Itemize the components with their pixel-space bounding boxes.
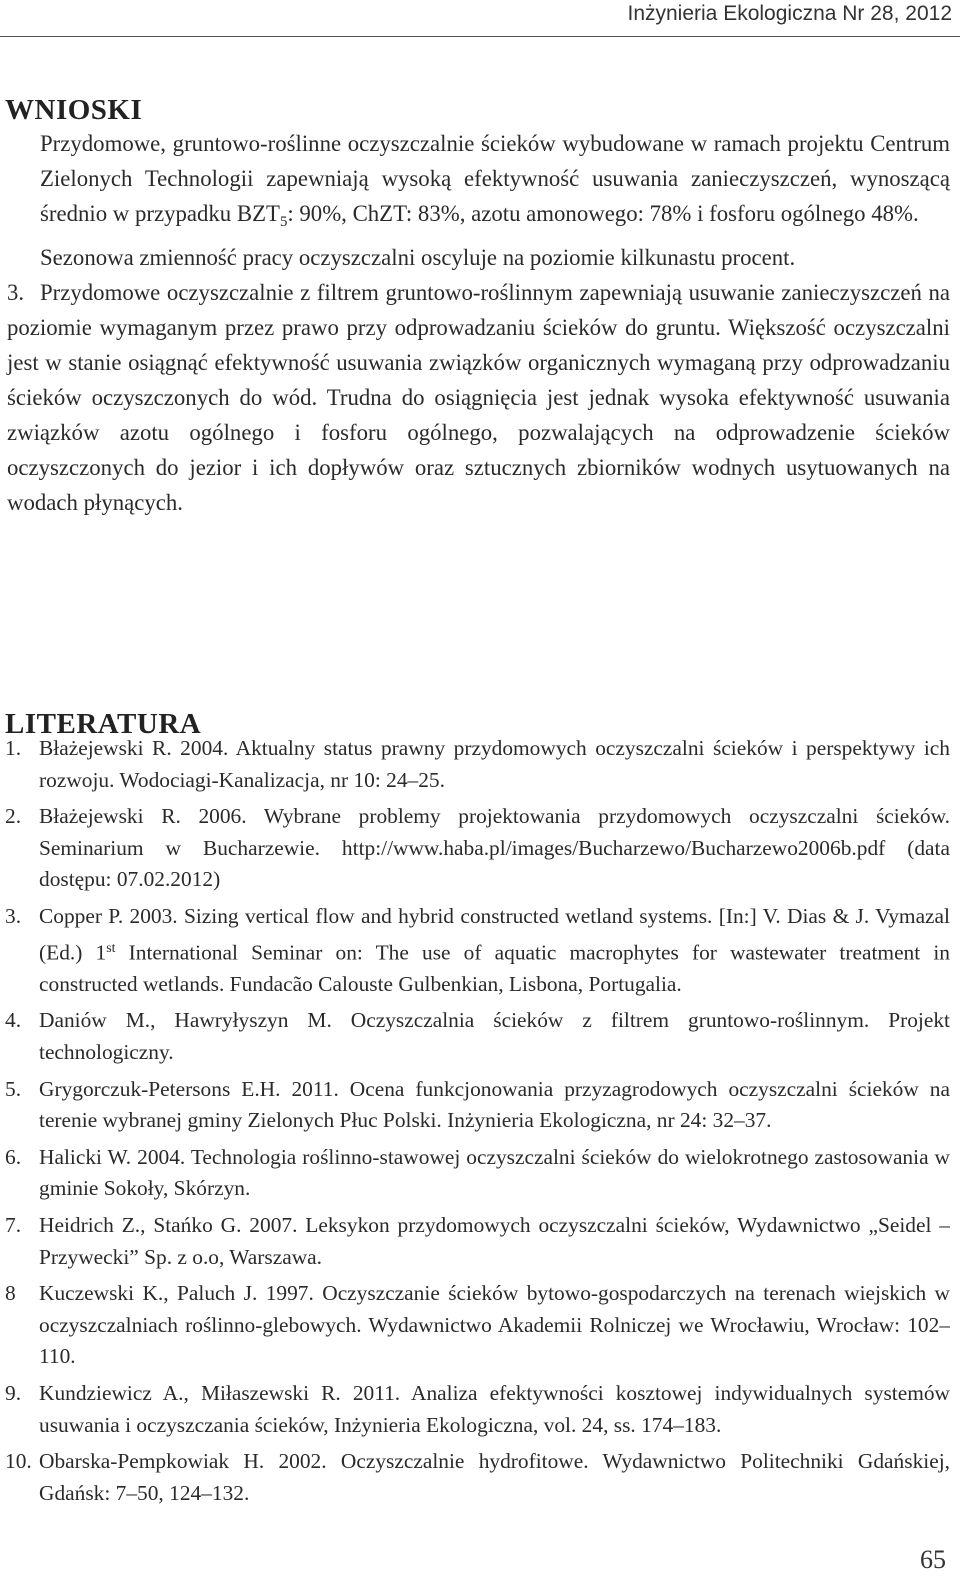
conclusion-item-1: [7, 126, 950, 240]
reference-text-continued: International Seminar on: The use of aquatic macrophytes for wastewater treatment in constructed wetlands. Fundacão Calouste Gulbenkian, Lisbona, Portugalia.: [39, 940, 950, 996]
reference-number: 4.: [5, 1008, 22, 1033]
running-header: Inżynieria Ekologiczna Nr 28, 2012: [627, 2, 952, 25]
literature-heading: LITERATURA: [5, 708, 202, 741]
reference-item: [5, 1210, 950, 1273]
reference-item: [5, 1278, 950, 1373]
reference-item: [5, 801, 950, 896]
conclusion-text: Przydomowe, gruntowo-roślinne oczyszczalnie ścieków wybudowane w ramach projektu Centrum Zielonych Technologii zapewniają wysoką efektywność usuwania zanieczyszczeń, wynoszącą średnio w przypadku BZT: [40, 131, 950, 226]
reference-item: [5, 1142, 950, 1205]
reference-text: Halicki W. 2004. Technologia roślinno-stawowej oczyszczalni ścieków do wielokrotnego zastosowania w gminie Sokoły, Skórzyn.: [39, 1144, 950, 1201]
conclusions-heading: WNIOSKI: [5, 94, 143, 127]
reference-number: 5.: [5, 1076, 22, 1101]
reference-text: Daniów M., Hawryłyszyn M. Oczyszczalnia ścieków z filtrem gruntowo-roślinnym. Projekt technologiczny.: [39, 1008, 950, 1064]
reference-number: 10.: [5, 1449, 32, 1474]
reference-number: 8: [5, 1281, 16, 1306]
reference-text: Obarska-Pempkowiak H. 2002. Oczyszczalnie hydrofitowe. Wydawnictwo Politechniki Gdańskiej, Gdańsk: 7–50, 124–132.: [39, 1449, 950, 1505]
reference-item: [5, 1005, 950, 1068]
reference-text: Błażejewski R. 2006. Wybrane problemy projektowania przydomowych oczyszczalni ścieków. Seminarium w Bucharzewie. http://www.haba.pl/images/Bucharzewo/Bucharzewo2006b.pdf (data dostępu: 07.02.2012): [39, 804, 950, 892]
reference-item: [5, 1074, 950, 1137]
reference-text: Kundziewicz A., Miłaszewski R. 2011. Analiza efektywności kosztowej indywidualnych systemów usuwania i oczyszczania ścieków, Inżynieria Ekologiczna, vol. 24, ss. 174–183.: [39, 1380, 950, 1437]
reference-number: 3.: [5, 903, 22, 928]
conclusion-text: Przydomowe oczyszczalnie z filtrem gruntowo-roślinnym zapewniają usuwanie zanieczyszczeń na poziomie wymaganym przez prawo przy odprowadzaniu ścieków do gruntu. Większość oczyszczalni jest w stanie osiągnąć efektywność usuwania związków organicznych wymaganą przy odprowadzaniu ścieków oczyszczonych do wód. Trudna do osiągnięcia jest jednak wysoka efektywność usuwania związków azotu ogólnego i fosforu ogólnego, pozwalających na odprowadzenie ścieków oczyszczonych do jezior i ich dopływów oraz sztucznych zbiorników wodnych usytuowanych na wodach płynących.: [7, 280, 950, 516]
reference-text: Błażejewski R. 2004. Aktualny status prawny przydomowych oczyszczalni ścieków i perspektywy ich rozwoju. Wodociagi-Kanalizacja, nr 10: 24–25.: [39, 736, 950, 792]
conclusion-number: 3.: [7, 280, 25, 306]
conclusion-item-2: [7, 240, 950, 275]
conclusion-number: [7, 240, 40, 275]
reference-item: [5, 733, 950, 796]
reference-item: [5, 901, 950, 1000]
conclusion-item-3: [7, 275, 950, 520]
reference-text: Kuczewski K., Paluch J. 1997. Oczyszczanie ścieków bytowo-gospodarczych na terenach wiejskich w oczyszczalniach roślinno-glebowych. Wydawnictwo Akademii Rolniczej we Wrocławiu, Wrocław: 102–110.: [39, 1281, 950, 1369]
references-list: [5, 733, 950, 1514]
page-number: 65: [920, 1545, 946, 1574]
reference-number: 9.: [5, 1380, 22, 1405]
reference-number: 1.: [5, 736, 22, 760]
header-rule: [0, 36, 960, 37]
reference-item: [5, 1378, 950, 1441]
reference-text: Heidrich Z., Stańko G. 2007. Leksykon przydomowych oczyszczalni ścieków, Wydawnictwo „Seidel – Przywecki” Sp. z o.o, Warszawa.: [39, 1212, 950, 1269]
reference-text: Grygorczuk-Petersons E.H. 2011. Ocena funkcjonowania przyzagrodowych oczyszczalni ścieków na terenie wybranej gminy Zielonych Płuc Polski. Inżynieria Ekologiczna, nr 24: 32–37.: [39, 1076, 950, 1133]
conclusion-number: [7, 126, 40, 161]
conclusion-text: Sezonowa zmienność pracy oczyszczalni oscyluje na poziomie kilkunastu procent.: [40, 245, 796, 271]
reference-number: 2.: [5, 804, 22, 829]
subscript: 5: [279, 214, 288, 231]
reference-item: [5, 1446, 950, 1509]
reference-number: 6.: [5, 1144, 22, 1169]
reference-text: Copper P. 2003. Sizing vertical flow and hybrid constructed wetland systems. [In:] V. Dias & J. Vymazal (Ed.) 1: [39, 903, 950, 965]
reference-number: 7.: [5, 1212, 22, 1237]
conclusions-list: [7, 126, 950, 520]
conclusion-text-continued: : 90%, ChZT: 83%, azotu amonowego: 78% i fosforu ogólnego 48%.: [287, 201, 919, 226]
superscript: st: [106, 940, 116, 956]
